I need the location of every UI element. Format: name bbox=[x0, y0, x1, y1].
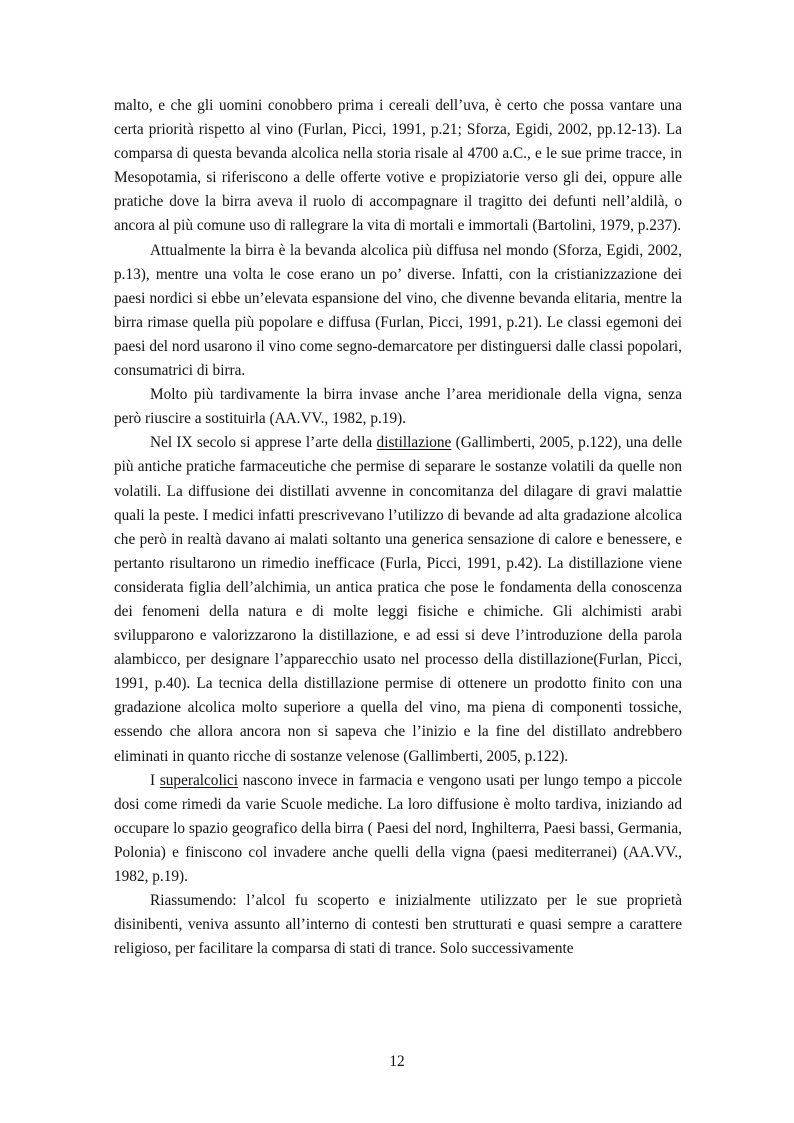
paragraph-text: malto, e che gli uomini conobbero prima i cereali dell’uva, è certo che possa vantare una certa priorità rispetto al vino (Furlan, Picci, 1991, p.21; Sforza, Egidi, 2002, pp.12-13). La comparsa di questa bevanda alcolica nella storia risale al 4700 a.C., e le sue prime tracce, in Mesopotamia, si riferiscono a delle offerte votive e propiziatorie verso gli dei, oppure alle pratiche dove la birra aveva il ruolo di accompagnare il tragitto dei defunti nell’aldilà, o ancora al più comune uso di rallegrare la vita di mortali e immortali (Bartolini, 1979, p.237). bbox=[114, 97, 682, 235]
paragraph bbox=[114, 431, 682, 768]
paragraph-text: nascono invece in farmacia e vengono usati per lungo tempo a piccole dosi come rimedi da varie Scuole mediche. La loro diffusione è molto tardiva, iniziando ad occupare lo spazio geografico della birra ( Paesi del nord, Inghilterra, Paesi bassi, Germania, Polonia) e finiscono col invadere anche quelli della vigna (paesi mediterranei) (AA.VV., 1982, p.19). bbox=[114, 771, 683, 885]
paragraph bbox=[114, 769, 682, 889]
paragraph bbox=[114, 94, 682, 239]
paragraph-text: Molto più tardivamente la birra invase anche l’area meridionale della vigna, senza però riuscire a sostituirla (AA.VV., 1982, p.19). bbox=[114, 386, 682, 428]
paragraph-text: (Gallimberti, 2005, p.122), una delle più antiche pratiche farmaceutiche che permise di separare le sostanze volatili da quelle non volatili. La diffusione dei distillati avvenne in concomitanza del dilagare di gravi malattie quali la peste. I medici infatti prescrivevano l’utilizzo di bevande ad alta gradazione alcolica che però in realtà davano ai malati soltanto una generica sensazione di calore e benessere, e pertanto risultarono un rimedio inefficace (Furla, Picci, 1991, p.42). La distillazione viene considerata figlia dell’alchimia, un antica pratica che pose le fondamenta della conoscenza dei fenomeni della natura e di molte leggi fisiche e chimiche. Gli alchimisti arabi svilupparono e valorizzarono la distillazione, e ad essi si deve l’introduzione della parola alambicco, per designare l’apparecchio usato nel processo della distillazione(Furlan, Picci, 1991, p.40). La tecnica della distillazione permise di ottenere un prodotto finito con una gradazione alcolica molto superiore a quella del vino, ma piena di componenti tossiche, essendo che allora ancora non si sapeva che l’inizio e la fine del distillato andrebbero eliminati in quanto ricche di sostanze velenose (Gallimberti, 2005, p.122). bbox=[114, 434, 682, 765]
underlined-term: superalcolici bbox=[159, 771, 238, 789]
paragraph bbox=[114, 383, 682, 431]
paragraph bbox=[114, 889, 682, 961]
paragraph-text: Nel IX secolo si apprese l’arte della bbox=[150, 434, 377, 452]
underlined-term: distillazione bbox=[376, 434, 452, 452]
body-text bbox=[114, 94, 682, 961]
paragraph bbox=[114, 239, 682, 384]
paragraph-text: Attualmente la birra è la bevanda alcolica più diffusa nel mondo (Sforza, Egidi, 2002, p.13), mentre una volta le cose erano un po’ diverse. Infatti, con la cristianizzazione dei paesi nordici si ebbe un’elevata espansione del vino, che divenne bevanda elitaria, mentre la birra rimase quella più popolare e diffusa (Furlan, Picci, 1991, p.21). Le classi egemoni dei paesi del nord usarono il vino come segno-demarcatore per distinguersi dalle classi popolari, consumatrici di birra. bbox=[114, 241, 682, 380]
paragraph-text: I bbox=[150, 771, 160, 789]
page-number: 12 bbox=[389, 1053, 405, 1070]
paragraph-text: Riassumendo: l’alcol fu scoperto e inizialmente utilizzato per le sue proprietà disinibenti, veniva assunto all’interno di contesti ben strutturati e quasi sempre a carattere religioso, per facilitare la comparsa di stati di trance. Solo successivamente bbox=[114, 892, 682, 958]
